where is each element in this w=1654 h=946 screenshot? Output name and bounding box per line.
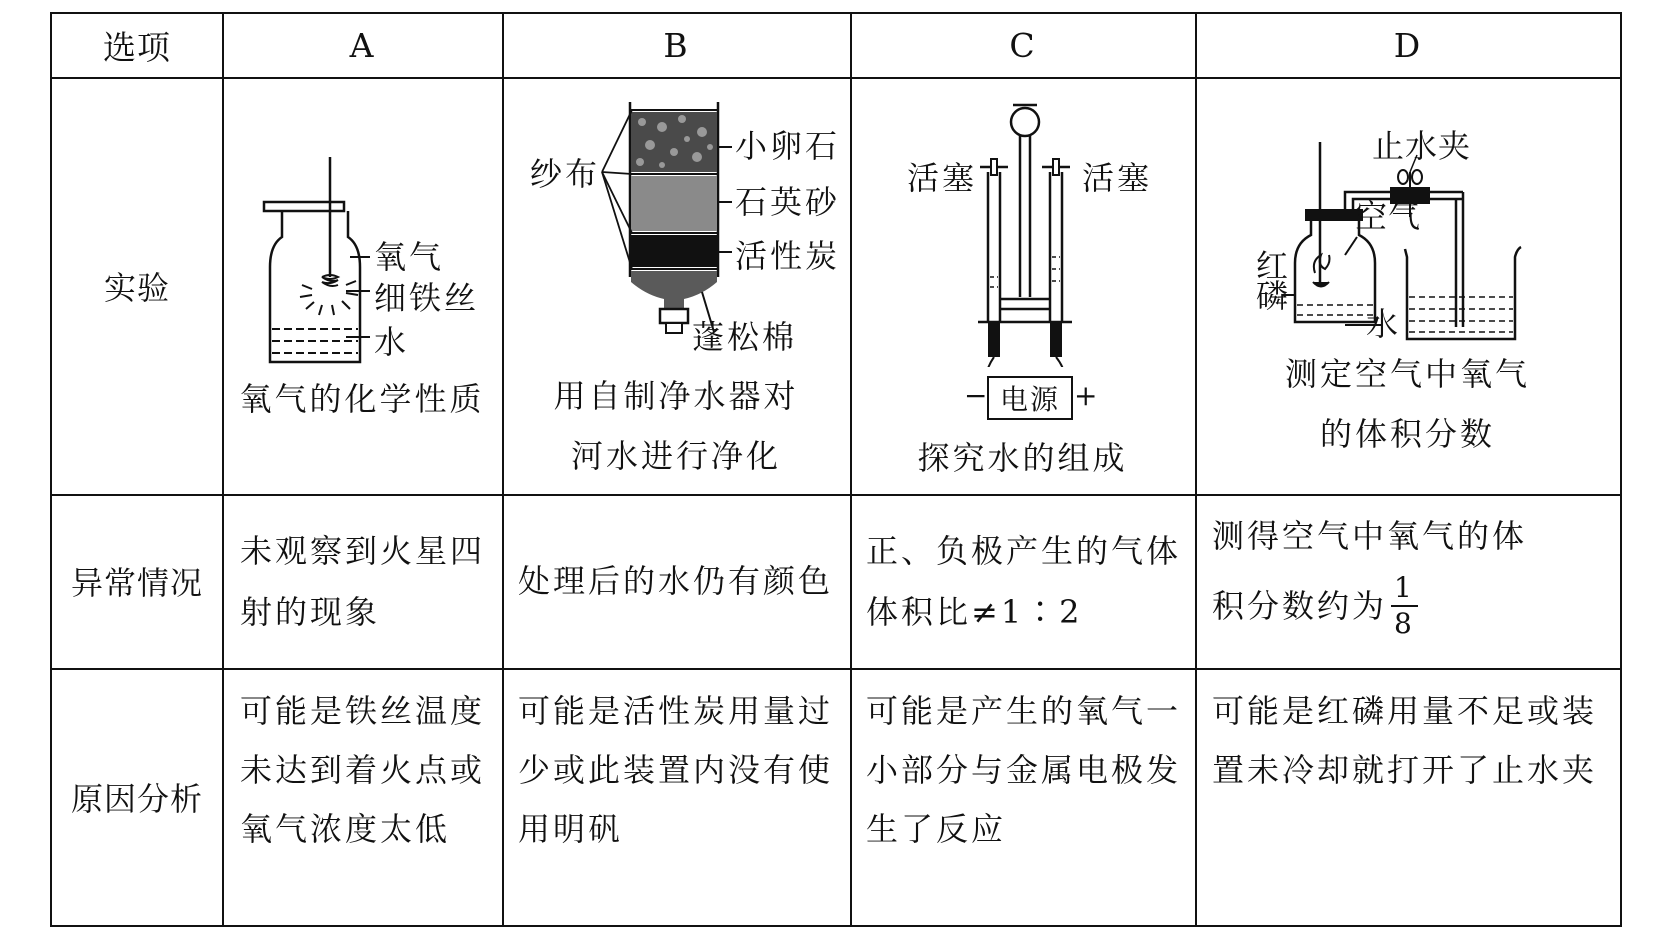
label-oxygen: 氧气 [374,238,445,276]
label-activated-carbon: 活性炭 [735,237,841,275]
header-option: 选项 [103,28,171,67]
row-label-analysis: 原因分析 [70,779,203,818]
label-red-phosphorus-2: 磷 [1256,277,1289,315]
row-label-experiment: 实验 [103,268,170,307]
label-iron-wire: 细铁丝 [374,279,480,317]
experiment-table [50,12,1622,927]
electrolysis-diagram [850,77,1195,367]
row-divider [52,668,1620,670]
caption-d-line2: 的体积分数 [1319,415,1495,453]
caption-b-line2: 河水进行净化 [570,437,781,475]
abnormal-d-line1: 测得空气中氧气的体 [1212,517,1528,555]
fraction-one-eighth [1391,571,1418,640]
label-water: 水 [374,323,410,361]
abnormal-a: 未观察到火星四射的现象 [240,532,486,631]
label-minus: − [964,379,991,412]
abnormal-b: 处理后的水仍有颜色 [518,562,834,600]
analysis-d: 可能是红磷用量不足或装置未冷却就打开了止水夹 [1212,692,1598,789]
label-air: 空气 [1355,197,1422,235]
header-a: A [349,26,375,65]
analysis-b: 可能是活性炭用量过少或此装置内没有使用明矾 [518,692,834,848]
header-b: B [663,26,689,65]
label-cotton: 蓬松棉 [692,318,798,356]
power-source [987,376,1073,420]
row-divider [52,494,1620,496]
header-c: C [1009,26,1036,65]
label-pebble: 小卵石 [735,127,841,165]
label-water-d: 水 [1366,305,1402,343]
caption-a: 氧气的化学性质 [239,380,485,418]
label-power: 电源 [999,383,1060,416]
label-water-clamp: 止水夹 [1372,127,1472,165]
label-red-phosphorus-1: 红 [1256,247,1289,285]
label-stopcock-left: 活塞 [907,159,978,197]
caption-b-line1: 用自制净水器对 [553,377,799,415]
caption-d-line1: 测定空气中氧气 [1284,355,1530,393]
analysis-c: 可能是产生的氧气一小部分与金属电极发生了反应 [866,692,1182,848]
analysis-a: 可能是铁丝温度未达到着火点或氧气浓度太低 [240,692,486,848]
label-quartz-sand: 石英砂 [735,183,841,221]
label-plus: + [1074,379,1101,412]
fraction-denominator: 8 [1394,607,1415,640]
row-label-abnormal: 异常情况 [70,564,203,602]
fraction-numerator: 1 [1391,574,1418,607]
label-stopcock-right: 活塞 [1082,159,1153,197]
label-gauze: 纱布 [530,155,601,193]
abnormal-c-line2: 体积比≠1∶2 [866,593,1083,631]
caption-c: 探究水的组成 [917,439,1128,477]
abnormal-c-line1: 正、负极产生的气体 [866,532,1182,570]
abnormal-d-text: 积分数约为 [1212,586,1388,625]
oxygen-iron-diagram [222,77,502,377]
abnormal-d-line2 [1212,571,1617,640]
header-d: D [1393,26,1422,65]
